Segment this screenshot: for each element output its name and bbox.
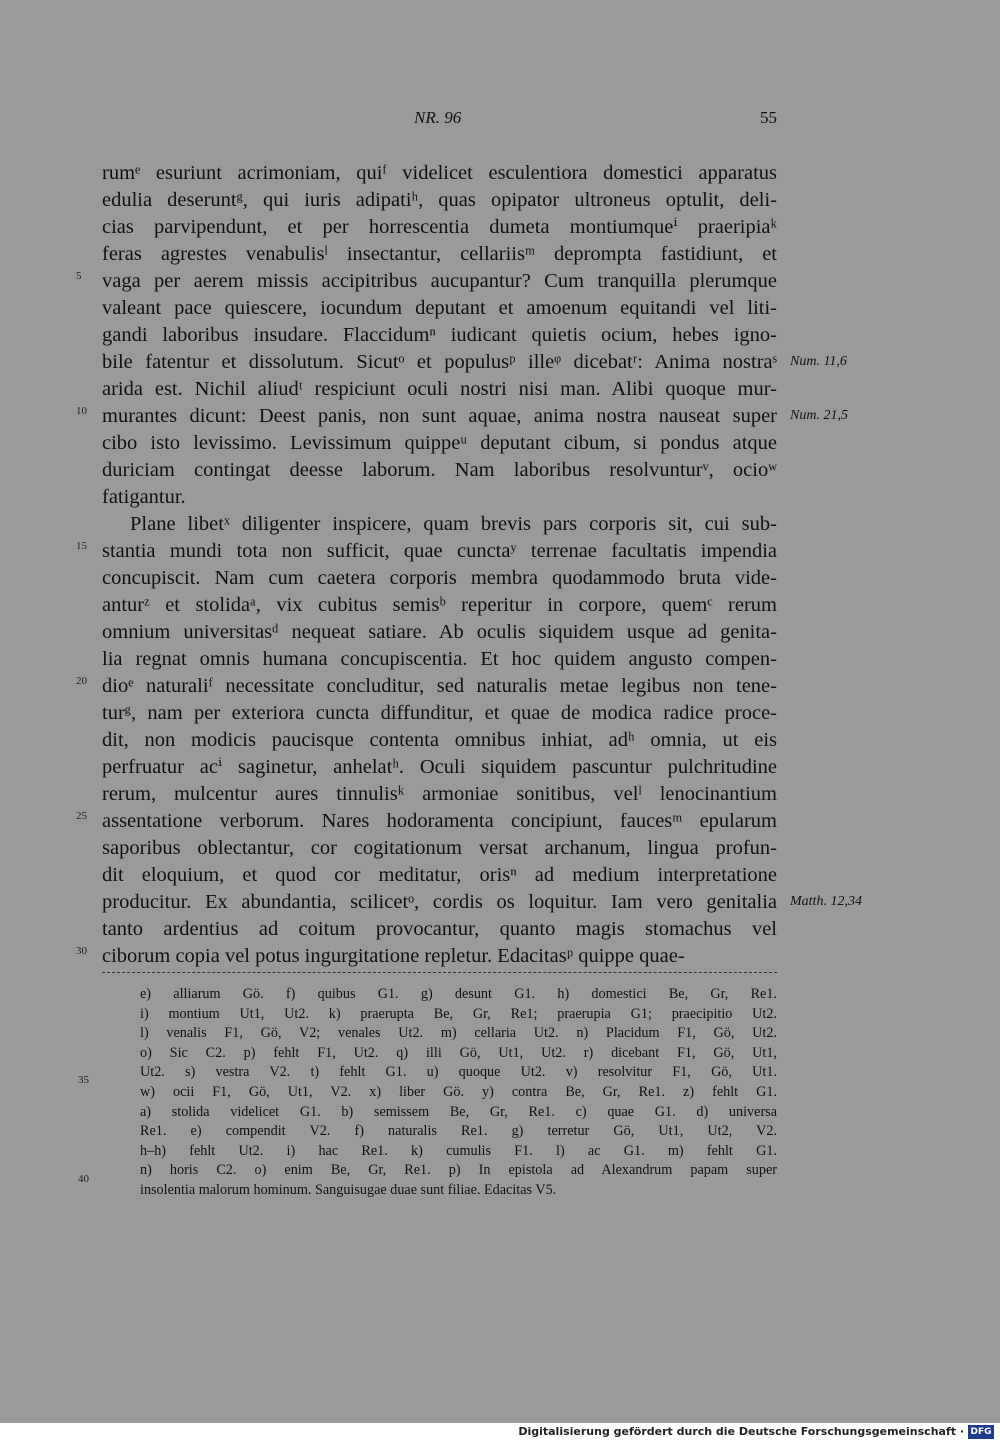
- footnote-line: w) ocii F1, Gö, Ut1, V2. x) liber Gö. y) contra Be, Gr, Re1. z) fehlt G1.: [140, 1084, 777, 1100]
- text-line: cias parvipendunt, et per horrescentia dumeta montiumqueⁱ praeripiaᵏ: [102, 216, 777, 238]
- footnote-separator: [102, 972, 777, 973]
- text-line: rumᵉ esuriunt acrimoniam, quiᶠ videlicet esculentiora domestici apparatus: [102, 162, 777, 184]
- text-line: perfruatur acⁱ saginetur, anhelatʰ. Oculi siquidem pascuntur pulchritudine: [102, 756, 777, 778]
- line-number: 25: [76, 810, 87, 822]
- text-line: producitur. Ex abundantia, scilicetᵒ, cordis os loquitur. Iam vero genitalia: [102, 891, 777, 913]
- line-number: 15: [76, 540, 87, 552]
- text-line: omnium universitasᵈ nequeat satiare. Ab oculis siquidem usque ad genita-: [102, 621, 777, 643]
- footnote-line: o) Sic C2. p) fehlt F1, Ut2. q) illi Gö, Ut1, Ut2. r) dicebant F1, Gö, Ut1,: [140, 1044, 777, 1061]
- margin-reference: Matth. 12,34: [790, 894, 862, 909]
- footnote-line: l) venalis F1, Gö, V2; venales Ut2. m) cellaria Ut2. n) Placidum F1, Gö, Ut2.: [140, 1025, 777, 1042]
- funding-notice: Digitalisierung gefördert durch die Deutsche Forschungsgemeinschaft ·: [518, 1425, 964, 1438]
- footnote-line: insolentia malorum hominum. Sanguisugae duae sunt filiae. Edacitas V5.: [140, 1182, 557, 1198]
- footnote-line-number: 40: [78, 1173, 89, 1185]
- text-line: tanto ardentius ad coitum provocantur, quanto magis stomachus vel: [102, 918, 777, 940]
- line-number: 5: [76, 270, 82, 282]
- text-line: fatigantur.: [102, 486, 186, 508]
- line-number: 10: [76, 405, 87, 417]
- footnote-line: n) horis C2. o) enim Be, Gr, Re1. p) In epistola ad Alexandrum papam super: [140, 1162, 777, 1179]
- text-line: dit, non modicis paucisque contenta omnibus inhiat, adʰ omnia, ut eis: [102, 729, 777, 751]
- footnote-line: Re1. e) compendit V2. f) naturalis Re1. g) terretur Gö, Ut1, Ut2, V2.: [140, 1123, 777, 1140]
- text-line: Plane libetˣ diligenter inspicere, quam brevis pars corporis sit, cui sub-: [130, 513, 777, 535]
- footnote-line: Ut2. s) vestra V2. t) fehlt G1. u) quoque Ut2. v) resolvitur F1, Gö, Ut1.: [140, 1064, 777, 1081]
- dfg-logo: DFG: [968, 1425, 994, 1439]
- text-line: ciborum copia vel potus ingurgitatione repletur. Edacitasᵖ quippe quae-: [102, 945, 685, 967]
- text-line: dioᵉ naturaliᶠ necessitate concluditur, sed naturalis metae legibus non tene-: [102, 675, 777, 697]
- text-line: cibo isto levissimo. Levissimum quippeᵘ deputant cibum, si pondus atque: [102, 432, 777, 454]
- footnote-line-number: 35: [78, 1074, 89, 1086]
- text-line: murantes dicunt: Deest panis, non sunt aquae, anima nostra nauseat super: [102, 405, 777, 427]
- margin-reference: Num. 21,5: [790, 408, 848, 423]
- page-number: 55: [760, 108, 777, 127]
- footnote-line: i) montium Ut1, Ut2. k) praerupta Be, Gr, Re1; praerupia G1; praecipitio Ut2.: [140, 1005, 777, 1022]
- text-line: dit eloquium, et quod cor meditatur, orisⁿ ad medium interpretatione: [102, 864, 777, 886]
- text-line: bile fatentur et dissolutum. Sicutᵒ et populusᵖ illeᵠ dicebatʳ: Anima nostraˢ: [102, 351, 777, 373]
- text-line: rerum, mulcentur aures tinnulisᵏ armoniae sonitibus, velˡ lenocinantium: [102, 783, 777, 805]
- footnote-line: a) stolida videlicet G1. b) semissem Be, Gr, Re1. c) quae G1. d) universa: [140, 1103, 777, 1120]
- text-line: gandi laboribus insudare. Flaccidumⁿ iudicant quietis ocium, hebes igno-: [102, 324, 777, 346]
- text-line: stantia mundi tota non sufficit, quae cunctaʸ terrenae facultatis impendia: [102, 540, 777, 562]
- margin-reference: Num. 11,6: [790, 354, 847, 369]
- page-header-title: NR. 96: [414, 108, 462, 127]
- text-line: turᵍ, nam per exteriora cuncta diffunditur, et quae de modica radice proce-: [102, 702, 777, 724]
- footnote-line: e) alliarum Gö. f) quibus G1. g) desunt G1. h) domestici Be, Gr, Re1.: [140, 986, 777, 1002]
- text-line: lia regnat omnis humana concupiscentia. Et hoc quidem angusto compen-: [102, 648, 777, 670]
- footnote-line: h–h) fehlt Ut2. i) hac Re1. k) cumulis F1. l) ac G1. m) fehlt G1.: [140, 1142, 777, 1159]
- text-line: concupiscit. Nam cum caetera corporis membra quodammodo bruta vide-: [102, 567, 777, 589]
- text-line: arida est. Nichil aliudᵗ respiciunt oculi nostri nisi man. Alibi quoque mur-: [102, 378, 777, 400]
- text-line: duriciam contingat deesse laborum. Nam laboribus resolvunturᵛ, ocioʷ: [102, 459, 777, 481]
- text-line: valeant pace quiescere, iocundum deputant et amoenum equitandi vel liti-: [102, 297, 777, 319]
- text-line: saporibus oblectantur, cor cogitationum versat archanum, lingua profun-: [102, 837, 777, 859]
- text-line: anturᶻ et stolidaᵃ, vix cubitus semisᵇ reperitur in corpore, quemᶜ rerum: [102, 594, 777, 616]
- text-line: edulia deseruntᵍ, qui iuris adipatiʰ, quas opipator ultroneus optulit, deli-: [102, 189, 777, 211]
- text-line: feras agrestes venabulisˡ insectantur, cellariisᵐ deprompta fastidiunt, et: [102, 243, 777, 265]
- line-number: 20: [76, 675, 87, 687]
- text-line: vaga per aerem missis accipitribus aucupantur? Cum tranquilla plerumque: [102, 270, 777, 292]
- text-line: assentatione verborum. Nares hodoramenta concipiunt, faucesᵐ epularum: [102, 810, 777, 832]
- line-number: 30: [76, 945, 87, 957]
